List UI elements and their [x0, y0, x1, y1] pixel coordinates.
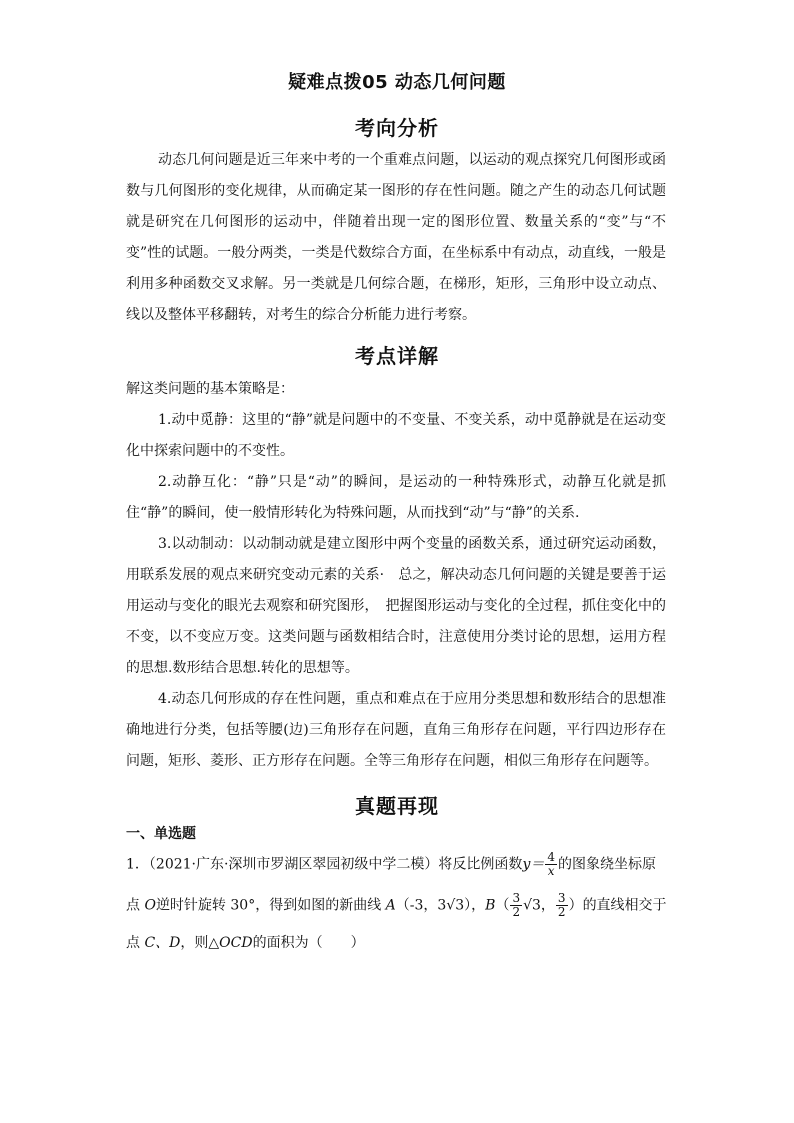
point-a-label: A — [385, 897, 396, 914]
point-b-x-fraction — [510, 892, 522, 919]
question-line-2 — [126, 892, 686, 919]
question-line-1 — [126, 851, 686, 878]
question-category: 一、单选题 — [126, 826, 196, 842]
coord-bracket: ） — [568, 897, 583, 914]
question-text-segment: 点 — [126, 897, 145, 914]
triangle-ocd-label: △OCD — [208, 935, 253, 951]
function-fraction — [545, 851, 557, 878]
question-line-3 — [126, 932, 686, 952]
coord-separator: ， — [540, 897, 555, 914]
question-text-segment: 点 — [126, 935, 145, 951]
strategy-point-4: 4.动态几何形成的存在性问题，重点和难点在于应用分类思想和数形结合的思想准确地进行分类，包括等腰(边)三角形存在问题，直角三角形存在问题，平行四边形存在问题，矩形、菱形、正方形存在问题。全等三角形存在问题，相似三角形存在问题等。 — [126, 691, 666, 769]
strategy-intro: 解这类问题的基本策略是： — [126, 381, 294, 397]
fraction-numerator: 3 — [557, 891, 566, 905]
question-text-segment: 的面积为（ ） — [252, 935, 365, 951]
point-b-y-fraction — [556, 892, 568, 919]
point-o-label: O — [144, 897, 156, 914]
question-source-text: 1．（2021·广东·深圳市罗湖区翠园初级中学二模）将反比例函数 — [126, 856, 523, 873]
analysis-paragraph: 动态几何问题是近三年来中考的一个重难点问题，以运动的观点探究几何图形或函数与几何图形的变化规律，从而确定某一图形的存在性问题。随之产生的动态几何试题就是研究在几何图形的运动中，伴随着出现一定的图形位置、数量关系的“变”与“不变”性的试题。一般分两类，一类是代数综合方面，在坐标系中有动点，动直线，一般是利用多种函数交叉求解。另一类就是几何综合题，在梯形，矩形，三角形中设立动点、线以及整体平移翻转，对考生的综合分析能力进行考察。 — [126, 152, 666, 323]
points-cd-label: C、D — [144, 935, 181, 951]
point-a-coordinates: （-3，3√3） — [395, 897, 472, 914]
point-b-x-root: √3 — [523, 897, 541, 914]
coord-bracket: （ — [495, 897, 510, 914]
question-text-segment: 逆时针旋转 30°，得到如图的新曲线 — [155, 897, 386, 914]
question-text-segment: ， — [471, 897, 486, 914]
strategy-point-2: 2.动静互化：“静”只是“动”的瞬间，是运动的一种特殊形式，动静互化就是抓住“静”的瞬间，使一般情形转化为特殊问题，从而找到“动”与“静”的关系. — [126, 474, 666, 521]
fraction-numerator: 3 — [512, 891, 521, 905]
document-title: 疑难点拨05 动态几何问题 — [288, 72, 506, 93]
question-line-1-suffix: 的图象绕坐标原 — [558, 856, 656, 873]
question-text-segment: 的直线相交于 — [582, 897, 667, 914]
fraction-numerator: 4 — [547, 850, 555, 864]
strategy-point-3: 3.以动制动：以动制动就是建立图形中两个变量的函数关系，通过研究运动函数，用联系发展的观点来研究变动元素的关系· 总之，解决动态几何问题的关键是要善于运用运动与变化的眼光去观察和研究图形， 把握图形运动与变化的全过程，抓住变化中的不变，以不变应万变。这类问题与函数相结合时，注意使用分类讨论的思想，运用方程的思想.数形结合思想.转化的思想等。 — [126, 536, 666, 676]
fraction-denominator: x — [545, 864, 557, 878]
question-text-segment: ，则 — [180, 935, 209, 951]
fraction-denominator: 2 — [557, 905, 566, 919]
section-heading-detail: 考点详解 — [355, 344, 439, 368]
section-heading-real-exam: 真题再现 — [355, 794, 439, 818]
fraction-denominator: 2 — [512, 905, 521, 919]
strategy-point-1: 1.动中觅静：这里的“静”就是问题中的不变量、不变关系，动中觅静就是在运动变化中探索问题中的不变性。 — [126, 412, 666, 459]
function-lhs: y＝ — [522, 856, 545, 873]
section-heading-analysis: 考向分析 — [355, 116, 439, 140]
point-b-label: B — [485, 897, 496, 914]
